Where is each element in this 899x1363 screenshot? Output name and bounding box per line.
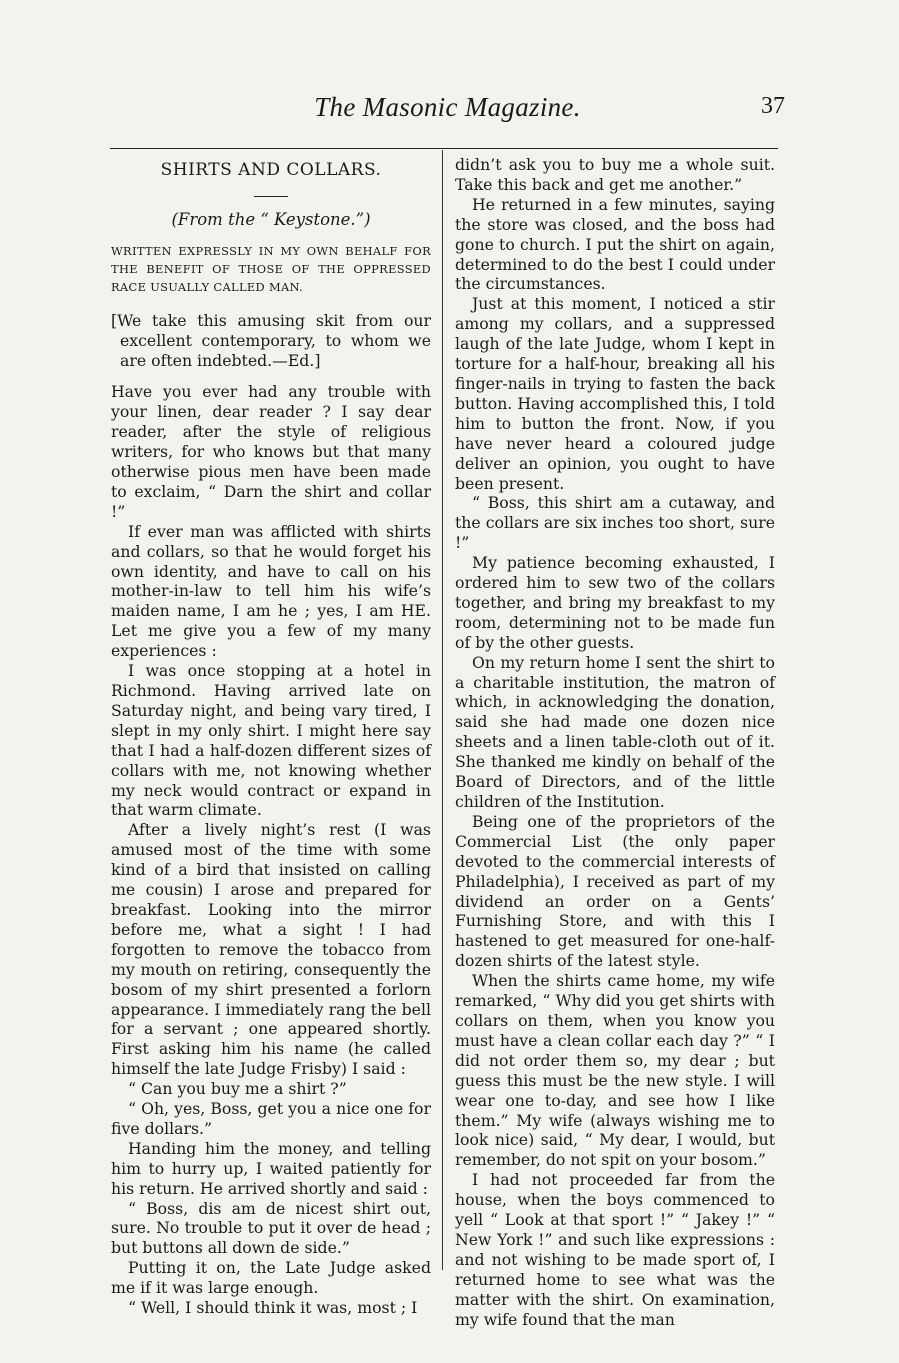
paragraph: I was once stopping at a hotel in Richmond. Having arrived late on Saturday night, and being vary tired, I slept in my only shirt. I might here say that I had a half-dozen different sizes of collars with me, not knowing whether my neck would contract or expand in that warm climate. [111, 661, 431, 820]
paragraph: My patience becoming exhausted, I ordered him to sew two of the collars together, and bring my breakfast to my room, determining not to be made fun of by the other guests. [455, 553, 775, 652]
page-number: 37 [761, 93, 785, 119]
header-rule [110, 148, 778, 149]
paragraph: When the shirts came home, my wife remarked, “ Why did you get shirts with collars on them, when you know you must have a clean collar each day ?” “ I did not order them so, my dear ; but guess this must be the new style. I will wear one to-day, and see how I like them.” My wife (always wishing me to look nice) said, “ My dear, I would, but remember, do not spit on your bosom.” [455, 971, 775, 1170]
article-title: SHIRTS AND COLLARS. [160, 160, 382, 180]
left-column [111, 155, 431, 1318]
paragraph: Just at this moment, I noticed a stir among my collars, and a suppressed laugh of the late Judge, whom I kept in torture for a half-hour, breaking all his finger-nails in trying to fasten the back button. Having accomplished this, I told him to button the front. Now, if you have never heard a coloured judge deliver an opinion, you ought to have been present. [455, 294, 775, 493]
paragraph: “ Can you buy me a shirt ?” [128, 1079, 347, 1099]
paragraph: Have you ever had any trouble with your linen, dear reader ? I say dear reader, after the style of religious writers, for who knows but that many otherwise pious men have been made to exclaim, “ Darn the shirt and collar !” [111, 382, 431, 521]
running-title: The Masonic Magazine. [314, 92, 581, 122]
left-body [111, 382, 431, 1318]
article-source: (From the “ Keystone.”) [171, 209, 371, 229]
paragraph: After a lively night’s rest (I was amused most of the time with some kind of a bird that insisted on calling me cousin) I arose and prepared for breakfast. Looking into the mirror before me, what a sight ! I had forgotten to remove the tobacco from my mouth on retiring, consequently the bosom of my shirt presented a forlorn appearance. I immediately rang the bell for a servant ; one appeared shortly. First asking him his name (he called himself the late Judge Frisby) I said : [111, 820, 431, 1079]
paragraph: “ Boss, dis am de nicest shirt out, sure. No trouble to put it over de head ; but buttons all down de side.” [111, 1198, 431, 1258]
title-dash [254, 196, 288, 197]
paragraph: “ Well, I should think it was, most ; I [128, 1298, 418, 1318]
paragraph: On my return home I sent the shirt to a charitable institution, the matron of which, in acknowledging the donation, said she had made one dozen nice sheets and a linen table-cloth out of it. She thanked me kindly on behalf of the Board of Directors, and of the little children of the Institution. [455, 652, 775, 811]
paragraph: Handing him the money, and telling him to hurry up, I waited patiently for his return. He arrived shortly and said : [111, 1138, 431, 1198]
paragraph: If ever man was afflicted with shirts and collars, so that he would forget his own identity, and have to call on his mother-in-law to tell him his wife’s maiden name, I am he ; yes, I am HE. Let me give you a few of my many experiences : [111, 521, 431, 661]
paragraph: didn’t ask you to buy me a whole suit. Take this back and get me another.” [455, 155, 775, 194]
editor-note: [We take this amusing skit from our excellent contemporary, to whom we are often indebted.—Ed.] [111, 310, 431, 370]
paragraph: “ Boss, this shirt am a cutaway, and the collars are six inches too short, sure !” [455, 493, 775, 553]
paragraph: Putting it on, the Late Judge asked me if it was large enough. [111, 1258, 431, 1298]
article-subtitle: WRITTEN EXPRESSLY IN MY OWN BEHALF FOR THE BENEFIT OF THOSE OF THE OPPRESSED RACE USUALLY CALLED MAN. [111, 243, 431, 295]
paragraph: Being one of the proprietors of the Commercial List (the only paper devoted to the commercial interests of Philadelphia), I received as part of my dividend an order on a Gents’ Furnishing Store, and with this I hastened to get measured for one-half-dozen shirts of the latest style. [455, 811, 775, 971]
column-divider [442, 150, 443, 1270]
paragraph: “ Oh, yes, Boss, get you a nice one for five dollars.” [111, 1099, 431, 1138]
page-header [110, 92, 785, 132]
paragraph: He returned in a few minutes, saying the store was closed, and the boss had gone to church. I put the shirt on again, determined to do the best I could under the circumstances. [455, 194, 775, 294]
right-body [455, 155, 775, 1329]
paragraph: I had not proceeded far from the house, when the boys commenced to yell “ Look at that sport !” “ Jakey !” “ New York !” and such like expressions : and not wishing to be made sport of, I returned home to see what was the matter with the shirt. On examination, my wife found that the man [455, 1170, 775, 1329]
right-column [455, 155, 775, 1329]
